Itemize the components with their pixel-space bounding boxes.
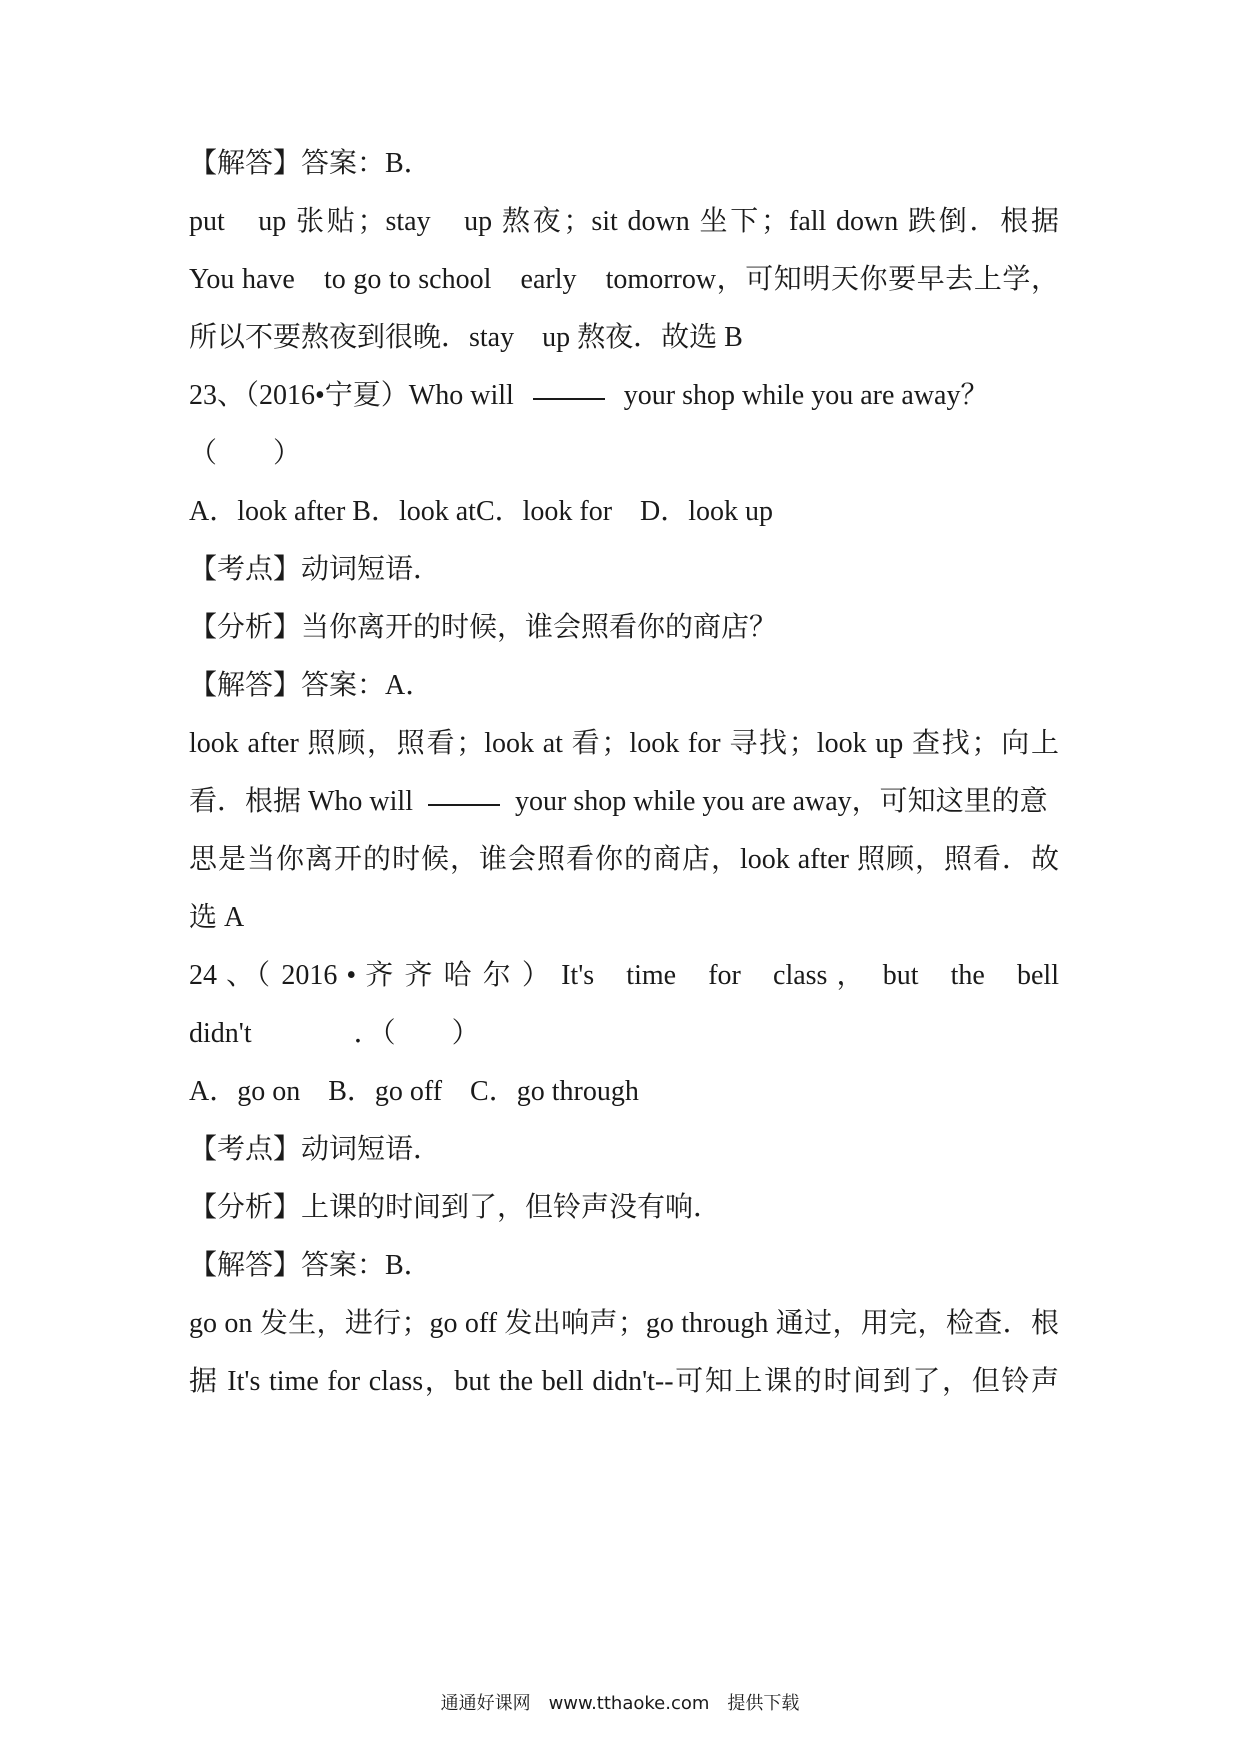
explanation-line: You have to go to school early tomorrow，可知明天你要早去上学， [189,264,1059,295]
explanation-line: look after 照顾，照看；look at 看；look for 寻找；look up 查找；向上 [189,728,1059,759]
explanation-prefix: 看．根据 Who will [189,786,413,817]
question-23-stem [189,376,1059,416]
explanation-line: put up 张贴；stay up 熬夜；sit down 坐下；fall down 跌倒．根据 [189,206,1059,237]
explanation-line: 选 A [189,902,245,933]
key-point-24: 【考点】动词短语． [189,1134,442,1165]
question-24-options: A．go on B．go off C．go through [189,1076,639,1107]
question-23-prefix: 23、（2016•宁夏）Who will [189,380,514,411]
explanation-line: 所以不要熬夜到很晚．stay up 熬夜．故选 B [189,322,743,353]
question-24-stem-cont [189,1014,1059,1054]
explanation-line: 据 It's time for class，but the bell didn't--可知上课的时间到了，但铃声 [189,1366,1059,1397]
question-23-suffix: your shop while you are away？ [623,380,989,411]
answer-blank [533,397,605,400]
question-24-word: didn't [189,1018,252,1049]
question-23-options: A．look after B．look atC．look for D．look up [189,496,774,527]
key-point-23: 【考点】动词短语． [189,554,442,585]
explanation-suffix: your shop while you are away，可知这里的意 [515,786,1048,817]
answer-heading-24: 【解答】答案：B． [189,1250,432,1281]
answer-heading-23: 【解答】答案：A． [189,670,434,701]
answer-heading-22: 【解答】答案：B． [189,148,432,179]
analysis-24: 【分析】上课的时间到了，但铃声没有响． [189,1192,722,1223]
page-footer: 通通好课网 www.tthaoke.com 提供下载 [440,1693,800,1714]
question-24-stem: 24 、（ 2016 • 齐 齐 哈 尔 ） It's time for class ， but the bell [189,960,1059,991]
explanation-line: 思是当你离开的时候，谁会照看你的商店，look after 照顾，照看．故 [189,844,1059,875]
explanation-line [189,782,1059,822]
analysis-23: 【分析】当你离开的时候，谁会照看你的商店？ [189,612,778,643]
explanation-line: go on 发生，进行；go off 发出响声；go through 通过，用完，检查．根 [189,1308,1059,1339]
answer-parentheses: （ ） [189,438,302,469]
answer-blank [428,803,500,806]
answer-parentheses: ．（ ） [353,1018,480,1049]
